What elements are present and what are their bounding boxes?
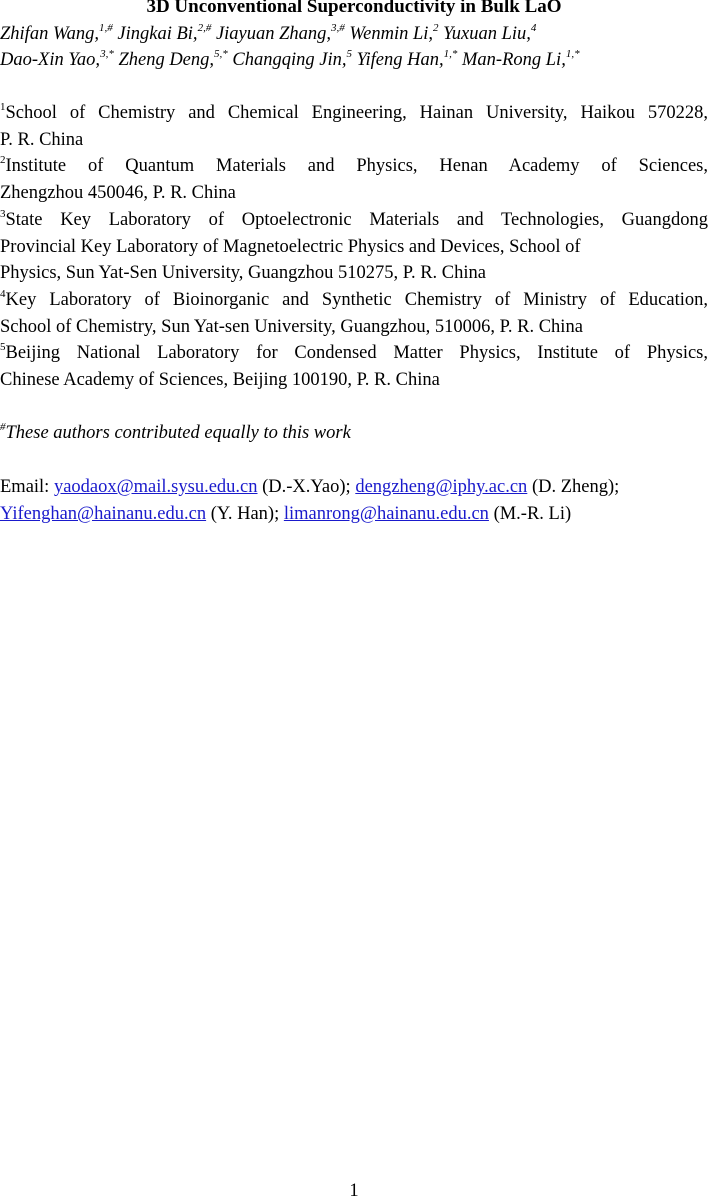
author-affil-mark: 3,# — [331, 22, 345, 34]
affiliation-text: Physics, Sun Yat-Sen University, Guangzhou 510275, P. R. China — [0, 260, 708, 287]
author-name: Zhifan Wang, — [0, 24, 99, 44]
author-name: Man-Rong Li, — [462, 50, 566, 70]
note-text: These authors contributed equally to this work — [6, 423, 351, 443]
email-owner: (M.-R. Li) — [489, 504, 571, 524]
email-label: Email: — [0, 477, 54, 497]
affiliation-number: 4 — [0, 288, 6, 300]
author-affil-mark: 2 — [433, 22, 439, 34]
affiliation-text: Beijing National Laboratory for Condensed Matter Physics, Institute of Physics, — [6, 343, 708, 363]
affiliation-text: Chinese Academy of Sciences, Beijing 100190, P. R. China — [0, 367, 708, 394]
affiliation-text: State Key Laboratory of Optoelectronic Materials and Technologies, Guangdong — [6, 210, 708, 230]
author-name: Zheng Deng, — [118, 50, 214, 70]
author-affil-mark: 4 — [531, 22, 537, 34]
email-link-li[interactable]: limanrong@hainanu.edu.cn — [284, 504, 489, 524]
affiliation-5 — [0, 340, 708, 393]
affiliation-text: Institute of Quantum Materials and Physics, Henan Academy of Sciences, — [6, 156, 708, 176]
email-row-2 — [0, 501, 708, 528]
affiliation-2 — [0, 153, 708, 206]
affiliation-number: 1 — [0, 101, 6, 113]
equal-contribution-note — [0, 420, 351, 446]
paper-title: 3D Unconventional Superconductivity in Bulk LaO — [0, 0, 708, 19]
affiliation-text: Zhengzhou 450046, P. R. China — [0, 180, 708, 207]
email-link-han[interactable]: Yifenghan@hainanu.edu.cn — [0, 504, 206, 524]
author-line-2 — [0, 47, 708, 73]
email-block — [0, 474, 708, 528]
author-name: Jingkai Bi, — [117, 24, 197, 44]
note-mark: # — [0, 421, 6, 433]
affiliation-text: Key Laboratory of Bioinorganic and Synthetic Chemistry of Ministry of Education, — [6, 290, 708, 310]
affiliation-number: 3 — [0, 208, 6, 220]
affiliation-number: 2 — [0, 154, 6, 166]
author-name: Yuxuan Liu, — [443, 24, 531, 44]
email-link-deng[interactable]: dengzheng@iphy.ac.cn — [355, 477, 527, 497]
author-affil-mark: 5 — [346, 48, 352, 60]
affiliation-text: Provincial Key Laboratory of Magnetoelectric Physics and Devices, School of — [0, 234, 708, 261]
affiliation-text: School of Chemistry and Chemical Engineering, Hainan University, Haikou 570228, — [6, 103, 708, 123]
author-affil-mark: 1,* — [444, 48, 458, 60]
page-number: 1 — [0, 1180, 708, 1202]
affiliation-3 — [0, 207, 708, 287]
author-name: Wenmin Li, — [349, 24, 433, 44]
author-line-1 — [0, 21, 708, 47]
email-owner: (D.-X.Yao); — [258, 477, 356, 497]
email-link-yao[interactable]: yaodaox@mail.sysu.edu.cn — [54, 477, 258, 497]
email-owner: (Y. Han); — [206, 504, 284, 524]
affiliation-text: P. R. China — [0, 127, 708, 154]
affiliation-text: School of Chemistry, Sun Yat-sen University, Guangzhou, 510006, P. R. China — [0, 314, 708, 341]
author-name: Jiayuan Zhang, — [216, 24, 331, 44]
affiliation-number: 5 — [0, 341, 6, 353]
author-name: Yifeng Han, — [357, 50, 444, 70]
email-owner: (D. Zheng); — [527, 477, 619, 497]
author-name: Changqing Jin, — [232, 50, 346, 70]
affiliation-4 — [0, 287, 708, 340]
email-row-1 — [0, 474, 708, 501]
author-list — [0, 21, 708, 73]
affiliation-1 — [0, 100, 708, 153]
author-affil-mark: 2,# — [198, 22, 212, 34]
author-affil-mark: 1,* — [566, 48, 580, 60]
affiliation-list — [0, 100, 708, 394]
author-affil-mark: 5,* — [214, 48, 228, 60]
author-affil-mark: 3,* — [100, 48, 114, 60]
author-name: Dao-Xin Yao, — [0, 50, 100, 70]
author-affil-mark: 1,# — [99, 22, 113, 34]
